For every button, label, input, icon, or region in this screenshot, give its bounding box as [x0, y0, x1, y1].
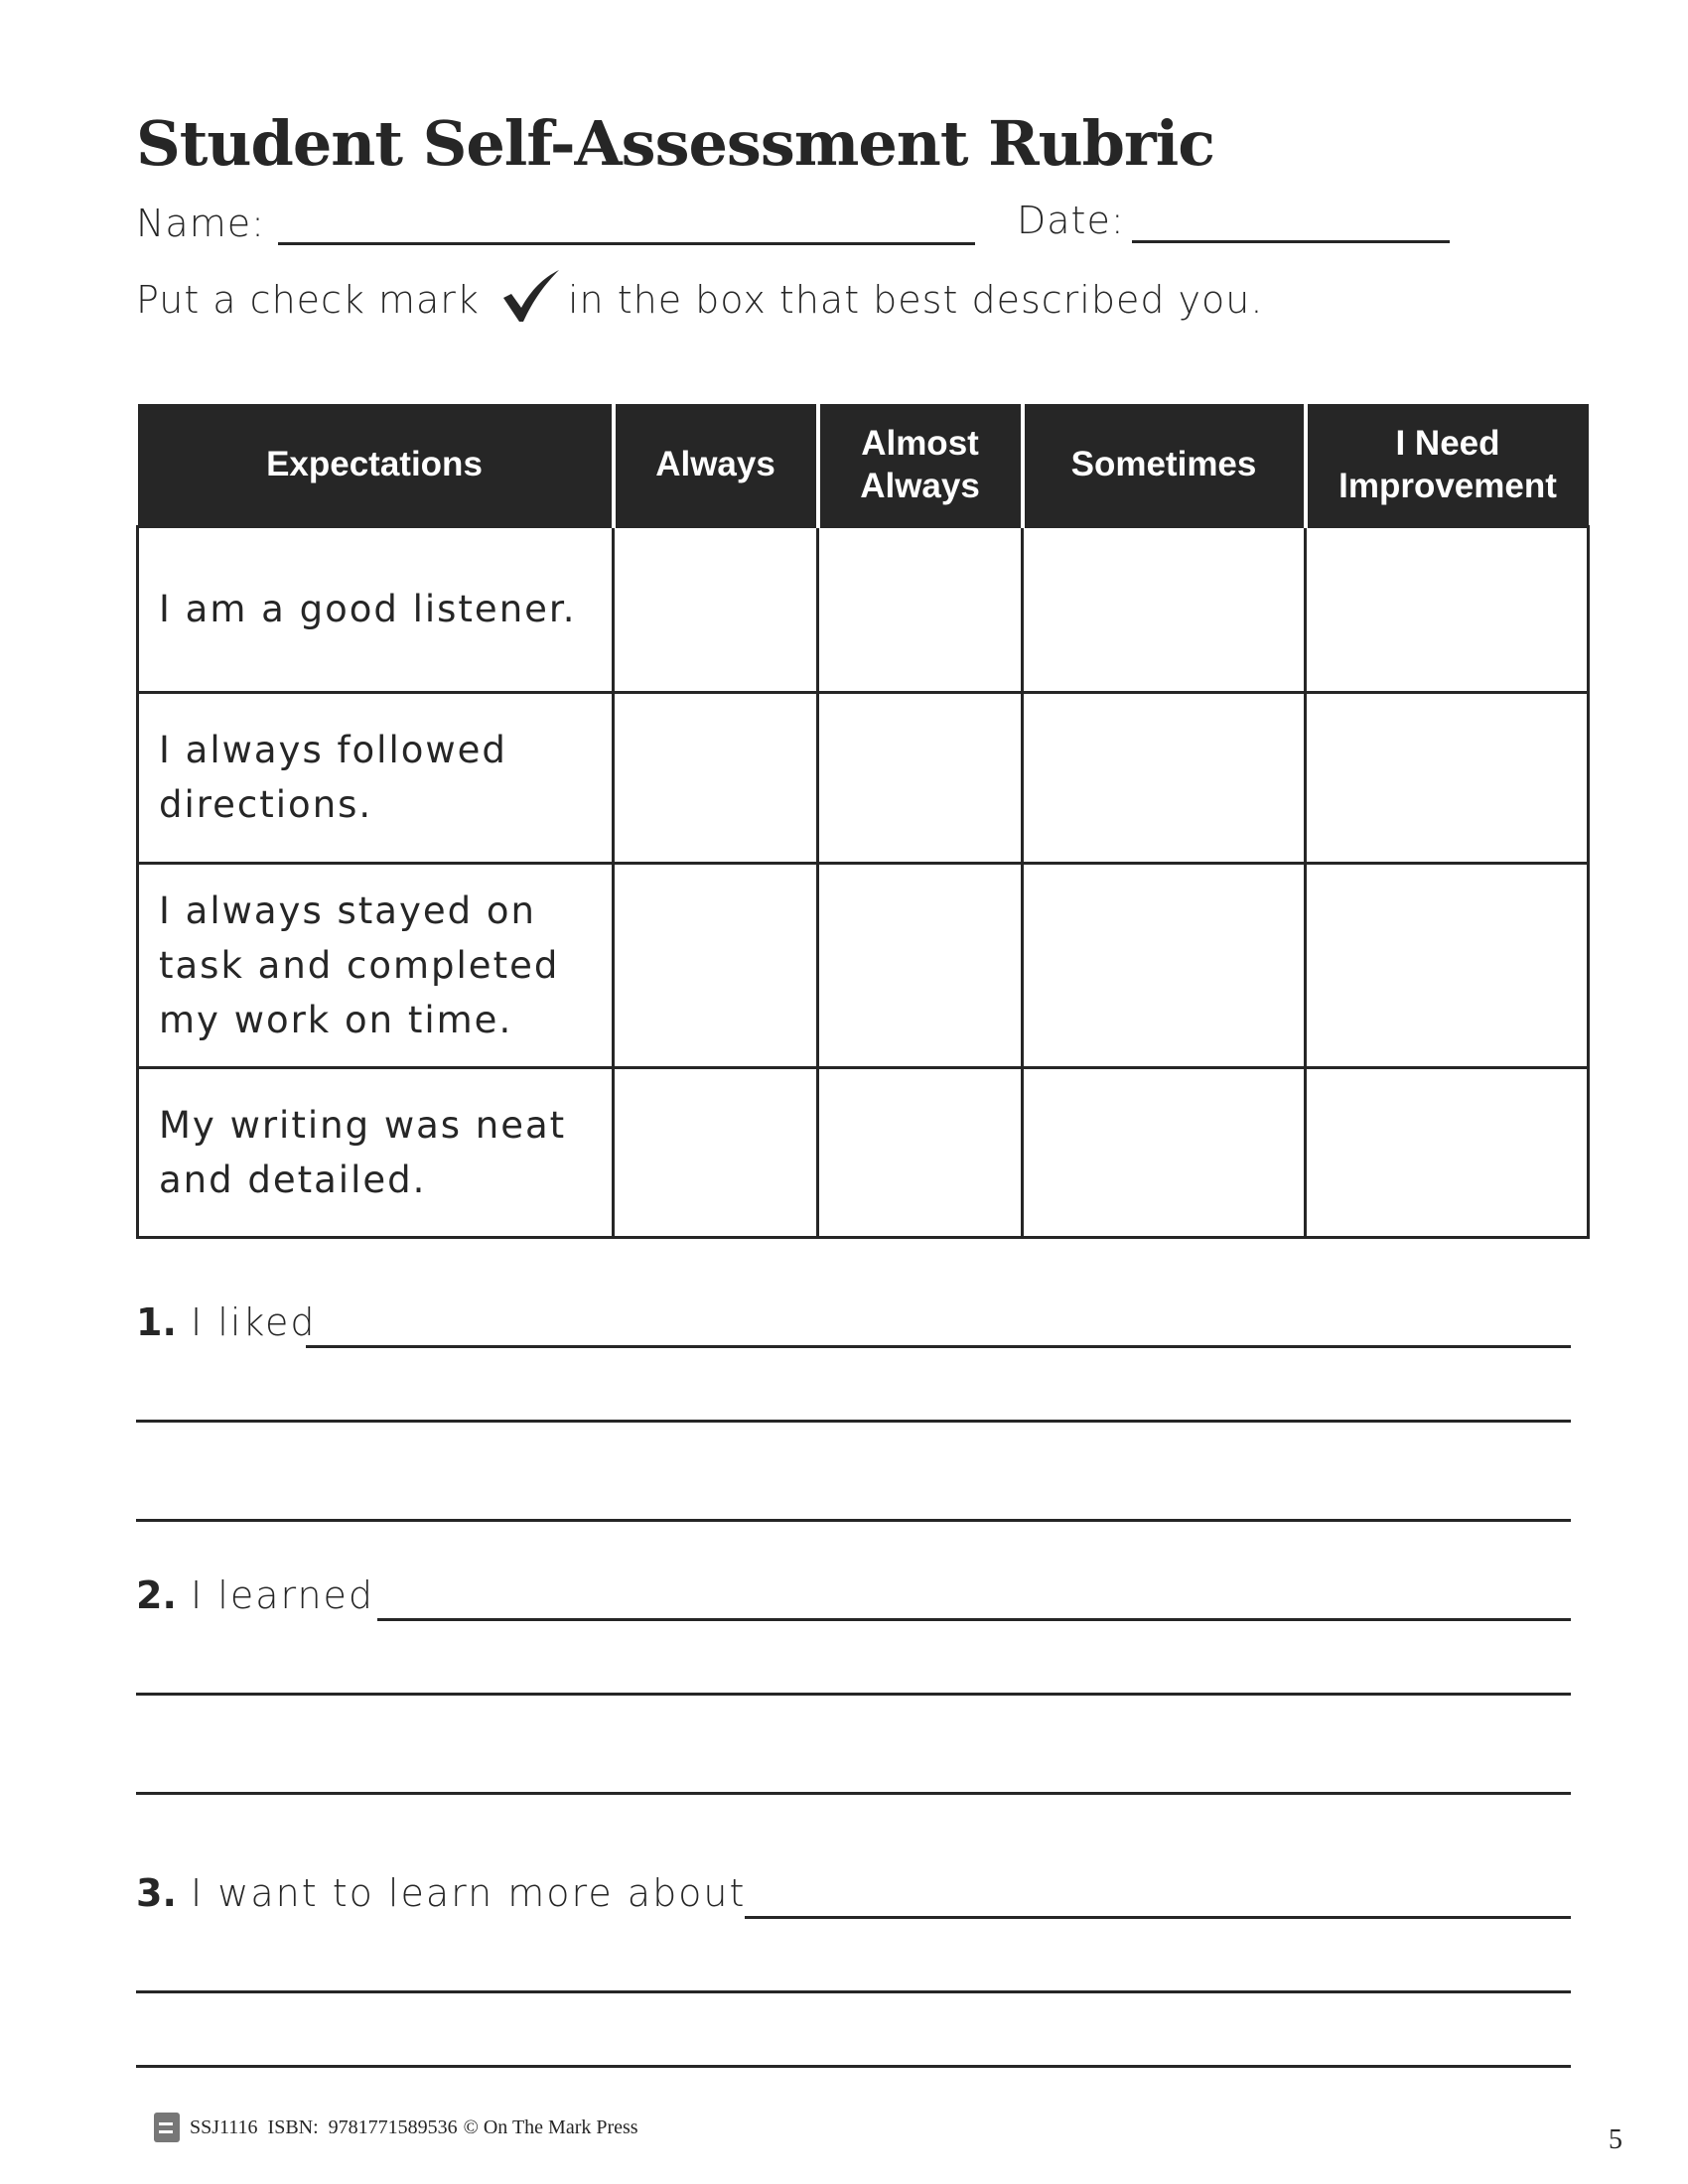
- question-3: [136, 1871, 746, 1915]
- header-sometimes: Sometimes: [1023, 404, 1306, 526]
- copyright: © On The Mark Press: [463, 2116, 638, 2138]
- expectation-cell: I always stayed on task and completed my work on time.: [138, 863, 614, 1067]
- header-almost-always-label: Almost Always: [860, 423, 980, 505]
- table-row: [138, 692, 1589, 863]
- question-prompt: I want to learn more about: [190, 1871, 747, 1915]
- expectation-cell: My writing was neat and detailed.: [138, 1067, 614, 1237]
- checkbox-almost-always[interactable]: [818, 1067, 1023, 1237]
- checkbox-always[interactable]: [614, 692, 818, 863]
- question-prompt: I learned: [190, 1573, 375, 1617]
- answer-line-2c[interactable]: [136, 1792, 1571, 1795]
- expectation-cell: I am a good listener.: [138, 526, 614, 692]
- answer-line-2b[interactable]: [136, 1693, 1571, 1696]
- table-header-row: [138, 404, 1589, 526]
- checkbox-i-need-improvement[interactable]: [1306, 1067, 1589, 1237]
- question-number: 3.: [136, 1871, 177, 1915]
- question-number: 1.: [136, 1300, 177, 1344]
- checkbox-sometimes[interactable]: [1023, 863, 1306, 1067]
- table-row: [138, 526, 1589, 692]
- table-row: [138, 863, 1589, 1067]
- instruction-text-end: in the box that best described you.: [568, 278, 1264, 322]
- answer-line-1a[interactable]: [306, 1345, 1571, 1348]
- checkbox-i-need-improvement[interactable]: [1306, 863, 1589, 1067]
- header-always: Always: [614, 404, 818, 526]
- answer-line-3b[interactable]: [136, 1990, 1571, 1993]
- name-field[interactable]: [278, 242, 975, 245]
- question-prompt: I liked: [190, 1300, 317, 1344]
- answer-line-1c[interactable]: [136, 1519, 1571, 1522]
- checkbox-almost-always[interactable]: [818, 526, 1023, 692]
- rubric-table: [136, 404, 1590, 1239]
- question-2: [136, 1573, 374, 1617]
- header-i-need-improvement: [1306, 404, 1589, 526]
- checkbox-i-need-improvement[interactable]: [1306, 692, 1589, 863]
- isbn-number: 9781771589536: [328, 2116, 458, 2138]
- checkbox-always[interactable]: [614, 863, 818, 1067]
- publisher-logo-icon: [154, 2113, 180, 2142]
- checkbox-almost-always[interactable]: [818, 863, 1023, 1067]
- checkmark-icon: [501, 268, 561, 324]
- answer-line-2a[interactable]: [377, 1618, 1571, 1621]
- header-i-need-improvement-label: I Need Improvement: [1338, 423, 1557, 505]
- checkbox-sometimes[interactable]: [1023, 526, 1306, 692]
- answer-line-3a[interactable]: [745, 1916, 1571, 1919]
- checkbox-sometimes[interactable]: [1023, 1067, 1306, 1237]
- instruction-text-start: Put a check mark: [136, 278, 480, 322]
- table-row: [138, 1067, 1589, 1237]
- date-field[interactable]: [1132, 240, 1450, 243]
- answer-line-1b[interactable]: [136, 1420, 1571, 1423]
- name-label: Name:: [136, 202, 265, 245]
- footer: [154, 2113, 638, 2142]
- header-expectations: Expectations: [138, 404, 614, 526]
- page-title: Student Self-Assessment Rubric: [136, 107, 1214, 180]
- product-code: SSJ1116: [190, 2116, 258, 2138]
- header-almost-always: [818, 404, 1023, 526]
- checkbox-always[interactable]: [614, 526, 818, 692]
- page-number: 5: [1609, 2124, 1622, 2155]
- checkbox-sometimes[interactable]: [1023, 692, 1306, 863]
- answer-line-3c[interactable]: [136, 2065, 1571, 2068]
- isbn-label: ISBN:: [267, 2116, 319, 2138]
- checkbox-almost-always[interactable]: [818, 692, 1023, 863]
- checkbox-always[interactable]: [614, 1067, 818, 1237]
- question-1: [136, 1300, 317, 1344]
- expectation-cell: I always followed directions.: [138, 692, 614, 863]
- question-number: 2.: [136, 1573, 177, 1617]
- checkbox-i-need-improvement[interactable]: [1306, 526, 1589, 692]
- date-label: Date:: [1017, 199, 1125, 242]
